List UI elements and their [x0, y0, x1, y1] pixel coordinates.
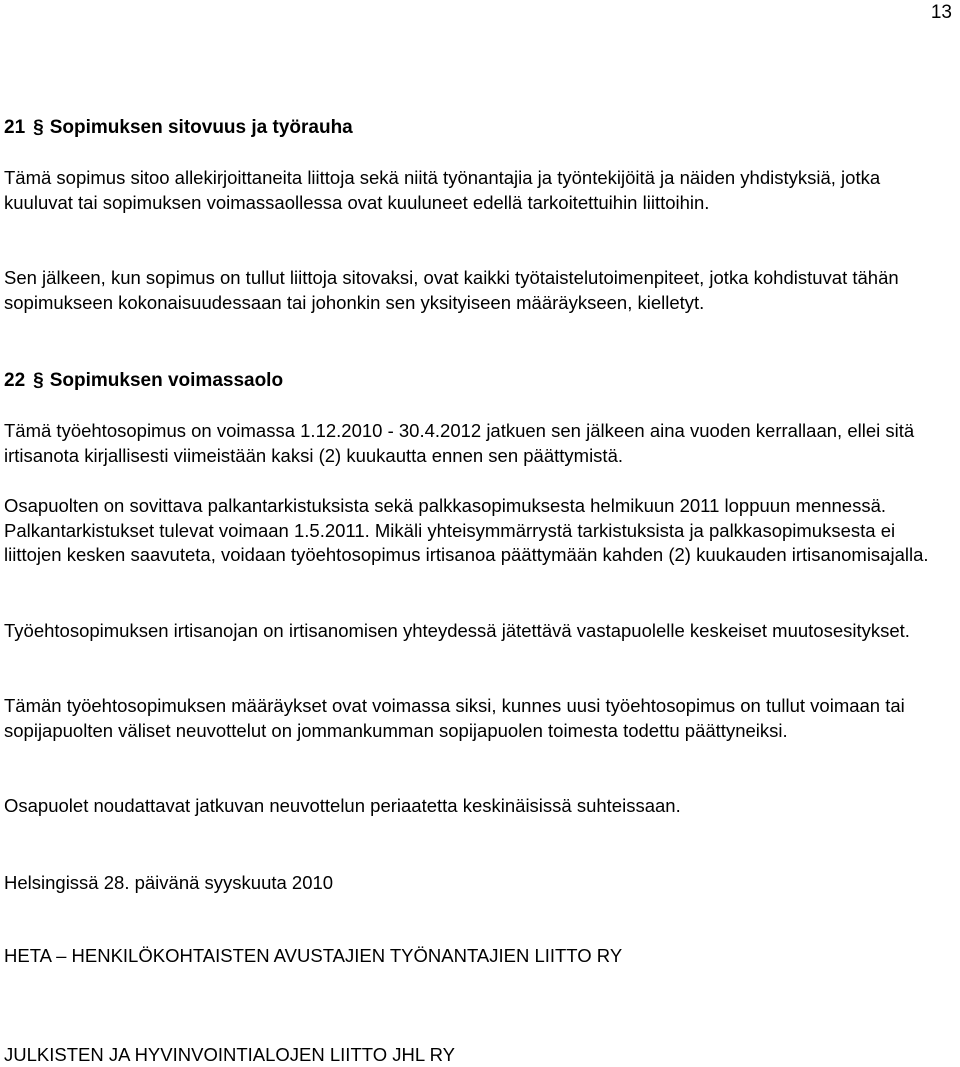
- section-title: Sopimuksen sitovuus ja työrauha: [49, 117, 353, 138]
- section-21-heading: [4, 116, 353, 140]
- paragraph: Osapuolet noudattavat jatkuvan neuvottelun periaatetta keskinäisissä suhteissaan.: [4, 795, 681, 816]
- section-symbol: §: [33, 117, 44, 138]
- signature-party-heta: HETA – HENKILÖKOHTAISTEN AVUSTAJIEN TYÖNANTAJIEN LIITTO RY: [4, 945, 623, 966]
- page-number: 13: [930, 2, 952, 23]
- section-22-heading: [4, 369, 283, 393]
- signature-place-date: Helsingissä 28. päivänä syyskuuta 2010: [4, 872, 334, 893]
- section-title: Sopimuksen voimassaolo: [49, 370, 284, 391]
- paragraph: Tämä työehtosopimus on voimassa 1.12.2010 - 30.4.2012 jatkuen sen jälkeen aina vuoden kerrallaan, ellei sitä irtisanota kirjallisesti viimeistään kaksi (2) kuukautta ennen sen päättymistä.: [4, 420, 915, 466]
- paragraph: Tämän työehtosopimuksen määräykset ovat voimassa siksi, kunnes uusi työehtosopimus on tullut voimaan tai sopijapuolten väliset neuvottelut on jommankumman sopijapuolen toimesta todettu päättyneiksi.: [4, 695, 905, 741]
- signature-party-jhl: JULKISTEN JA HYVINVOINTIALOJEN LIITTO JHL RY: [4, 1044, 455, 1065]
- section-number: 21: [4, 117, 26, 138]
- paragraph: Osapuolten on sovittava palkantarkistuksista sekä palkkasopimuksesta helmikuun 2011 loppuun mennessä. Palkantarkistukset tulevat voimaan 1.5.2011. Mikäli yhteisymmärrystä tarkistuksista ja palkkasopimuksesta ei liittojen kesken saavuteta, voidaan työehtosopimus irtisanoa päättymään kahden (2) kuukauden irtisanomisajalla.: [4, 495, 929, 565]
- section-number: 22: [4, 370, 26, 391]
- paragraph: Tämä sopimus sitoo allekirjoittaneita liittoja sekä niitä työnantajia ja työntekijöitä ja näiden yhdistyksiä, jotka kuuluvat tai sopimuksen voimassaollessa ovat kuuluneet edellä tarkoitettuihin liittoihin.: [4, 167, 881, 213]
- section-symbol: §: [33, 370, 44, 391]
- paragraph: Työehtosopimuksen irtisanojan on irtisanomisen yhteydessä jätettävä vastapuolelle keskeiset muutosesitykset.: [4, 620, 910, 641]
- paragraph: Sen jälkeen, kun sopimus on tullut liittoja sitovaksi, ovat kaikki työtaistelutoimenpiteet, jotka kohdistuvat tähän sopimukseen kokonaisuudessaan tai johonkin sen yksityiseen määräykseen, kielletyt.: [4, 267, 899, 313]
